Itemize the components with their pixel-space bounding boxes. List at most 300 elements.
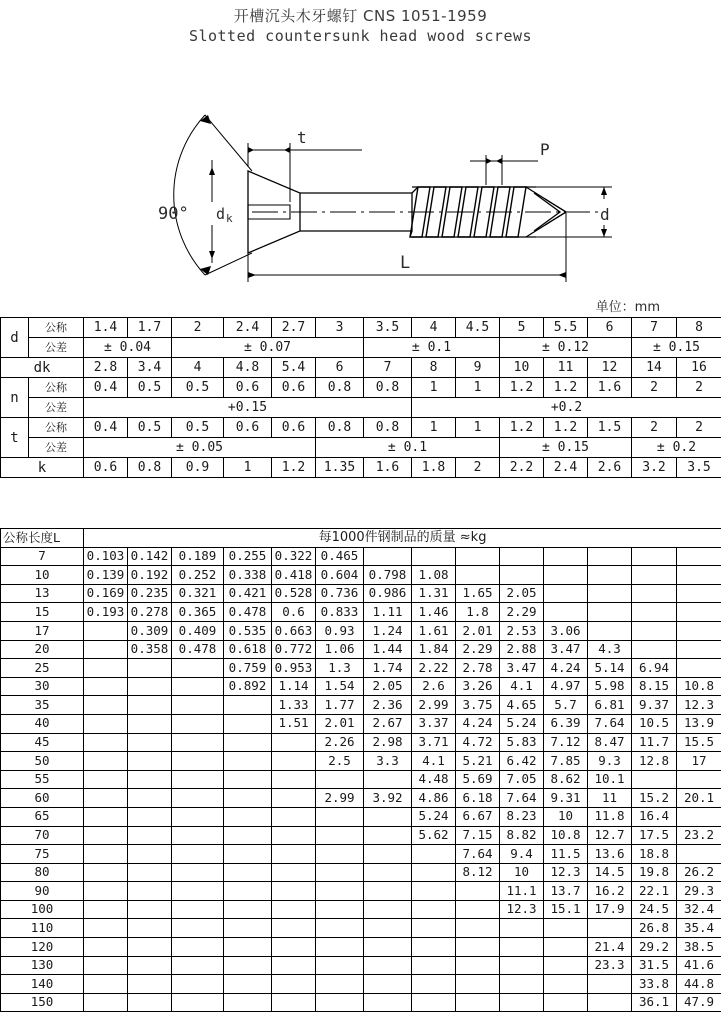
mass-cell: 8.12 bbox=[456, 863, 500, 882]
mass-cell: 12.3 bbox=[544, 863, 588, 882]
mass-cell bbox=[224, 696, 272, 715]
length-cell: 35 bbox=[1, 696, 84, 715]
mass-cell bbox=[84, 659, 128, 678]
mass-cell: 0.478 bbox=[172, 640, 224, 659]
mass-cell: 18.8 bbox=[632, 845, 677, 864]
mass-cell bbox=[632, 640, 677, 659]
mass-cell bbox=[544, 547, 588, 566]
spec-value-cell: 4.8 bbox=[224, 358, 272, 378]
mass-cell: 5.83 bbox=[500, 733, 544, 752]
mass-cell bbox=[172, 975, 224, 994]
mass-cell bbox=[412, 845, 456, 864]
mass-cell bbox=[224, 919, 272, 938]
spec-value-cell: 6 bbox=[588, 318, 632, 338]
table-row bbox=[1, 603, 721, 622]
mass-cell bbox=[272, 919, 316, 938]
mass-cell: 4.24 bbox=[544, 659, 588, 678]
spec-value-cell: 0.5 bbox=[172, 378, 224, 398]
spec-sub-label: 公称 bbox=[29, 318, 84, 338]
mass-cell bbox=[364, 919, 412, 938]
spec-tolerance-cell: ± 0.15 bbox=[500, 438, 632, 458]
length-cell: 13 bbox=[1, 584, 84, 603]
mass-cell: 5.14 bbox=[588, 659, 632, 678]
l-label: L bbox=[400, 252, 411, 273]
mass-cell: 0.528 bbox=[272, 584, 316, 603]
mass-cell bbox=[224, 807, 272, 826]
mass-cell: 15.5 bbox=[677, 733, 721, 752]
spec-value-cell: 5.5 bbox=[544, 318, 588, 338]
mass-cell bbox=[272, 807, 316, 826]
mass-cell bbox=[500, 919, 544, 938]
mass-cell: 24.5 bbox=[632, 900, 677, 919]
mass-cell: 23.3 bbox=[588, 956, 632, 975]
spec-value-cell: 8 bbox=[677, 318, 721, 338]
table-row bbox=[1, 975, 721, 994]
spec-value-cell: 2 bbox=[456, 458, 500, 478]
mass-cell: 5.69 bbox=[456, 770, 500, 789]
length-cell: 70 bbox=[1, 826, 84, 845]
mass-cell bbox=[128, 733, 172, 752]
spec-value-cell: 1.6 bbox=[588, 378, 632, 398]
mass-cell: 2.01 bbox=[456, 621, 500, 640]
mass-cell: 23.2 bbox=[677, 826, 721, 845]
mass-cell bbox=[677, 584, 721, 603]
mass-cell bbox=[677, 621, 721, 640]
mass-cell bbox=[224, 938, 272, 957]
t-label: t bbox=[297, 127, 307, 147]
spec-value-cell: 2.8 bbox=[84, 358, 128, 378]
mass-cell bbox=[456, 993, 500, 1012]
spec-value-cell: 7 bbox=[364, 358, 412, 378]
mass-cell: 0.798 bbox=[364, 566, 412, 585]
mass-cell bbox=[84, 789, 128, 808]
mass-cell: 4.72 bbox=[456, 733, 500, 752]
spec-value-cell: 2.4 bbox=[544, 458, 588, 478]
mass-cell: 2.05 bbox=[364, 677, 412, 696]
mass-cell: 5.62 bbox=[412, 826, 456, 845]
mass-cell bbox=[224, 770, 272, 789]
mass-cell bbox=[272, 770, 316, 789]
mass-cell: 29.2 bbox=[632, 938, 677, 957]
mass-cell: 2.36 bbox=[364, 696, 412, 715]
mass-cell: 1.51 bbox=[272, 714, 316, 733]
mass-cell: 5.98 bbox=[588, 677, 632, 696]
spec-tolerance-cell: +0.15 bbox=[84, 398, 412, 418]
mass-cell: 1.54 bbox=[316, 677, 364, 696]
mass-cell: 7.15 bbox=[456, 826, 500, 845]
mass-cell bbox=[588, 584, 632, 603]
spec-value-cell: 1.8 bbox=[412, 458, 456, 478]
spec-value-cell: 12 bbox=[588, 358, 632, 378]
mass-cell: 0.139 bbox=[84, 566, 128, 585]
spec-value-cell: 9 bbox=[456, 358, 500, 378]
mass-cell: 3.71 bbox=[412, 733, 456, 752]
mass-cell bbox=[128, 714, 172, 733]
mass-cell: 1.31 bbox=[412, 584, 456, 603]
spec-value-cell: 0.6 bbox=[272, 378, 316, 398]
mass-cell bbox=[84, 752, 128, 771]
mass-cell bbox=[128, 826, 172, 845]
table-row bbox=[1, 770, 721, 789]
spec-tolerance-cell: ± 0.07 bbox=[172, 338, 364, 358]
spec-value-cell: 4 bbox=[172, 358, 224, 378]
mass-cell: 10.8 bbox=[544, 826, 588, 845]
mass-cell: 1.24 bbox=[364, 621, 412, 640]
mass-cell bbox=[172, 863, 224, 882]
mass-cell: 3.47 bbox=[544, 640, 588, 659]
mass-cell: 0.833 bbox=[316, 603, 364, 622]
table-row bbox=[1, 398, 721, 418]
mass-cell: 4.1 bbox=[500, 677, 544, 696]
table-row bbox=[1, 696, 721, 715]
table-row bbox=[1, 882, 721, 901]
mass-cell bbox=[364, 863, 412, 882]
mass-cell: 3.92 bbox=[364, 789, 412, 808]
mass-cell: 7.64 bbox=[456, 845, 500, 864]
mass-cell: 1.33 bbox=[272, 696, 316, 715]
mass-cell bbox=[224, 733, 272, 752]
mass-cell bbox=[84, 621, 128, 640]
mass-cell bbox=[456, 956, 500, 975]
table-row bbox=[1, 807, 721, 826]
mass-cell bbox=[544, 938, 588, 957]
mass-cell bbox=[456, 975, 500, 994]
mass-cell: 4.48 bbox=[412, 770, 456, 789]
mass-cell: 0.93 bbox=[316, 621, 364, 640]
table-row bbox=[1, 752, 721, 771]
table-row bbox=[1, 659, 721, 678]
mass-cell bbox=[316, 807, 364, 826]
mass-cell bbox=[316, 882, 364, 901]
mass-cell bbox=[84, 975, 128, 994]
mass-cell: 12.7 bbox=[588, 826, 632, 845]
spec-value-cell: 2.2 bbox=[500, 458, 544, 478]
mass-cell: 4.65 bbox=[500, 696, 544, 715]
spec-value-cell: 2.7 bbox=[272, 318, 316, 338]
length-cell: 15 bbox=[1, 603, 84, 622]
table-row bbox=[1, 714, 721, 733]
table-row bbox=[1, 919, 721, 938]
length-cell: 7 bbox=[1, 547, 84, 566]
screw-technical-drawing bbox=[0, 47, 721, 282]
mass-cell bbox=[588, 547, 632, 566]
mass-cell: 9.37 bbox=[632, 696, 677, 715]
mass-cell: 0.169 bbox=[84, 584, 128, 603]
mass-cell: 35.4 bbox=[677, 919, 721, 938]
mass-cell bbox=[128, 789, 172, 808]
mass-cell bbox=[364, 956, 412, 975]
mass-cell bbox=[456, 882, 500, 901]
table-row bbox=[1, 566, 721, 585]
spec-row-label-k: k bbox=[1, 458, 84, 478]
mass-cell bbox=[272, 863, 316, 882]
mass-cell bbox=[128, 882, 172, 901]
mass-cell: 2.26 bbox=[316, 733, 364, 752]
mass-cell bbox=[172, 770, 224, 789]
length-cell: 120 bbox=[1, 938, 84, 957]
mass-cell: 29.3 bbox=[677, 882, 721, 901]
mass-cell: 3.37 bbox=[412, 714, 456, 733]
spec-value-cell: 4.5 bbox=[456, 318, 500, 338]
mass-cell: 10.5 bbox=[632, 714, 677, 733]
mass-cell: 0.278 bbox=[128, 603, 172, 622]
mass-cell bbox=[128, 659, 172, 678]
mass-cell bbox=[632, 603, 677, 622]
mass-cell bbox=[677, 640, 721, 659]
mass-cell bbox=[224, 900, 272, 919]
mass-cell bbox=[224, 975, 272, 994]
mass-cell: 4.3 bbox=[588, 640, 632, 659]
mass-cell: 0.365 bbox=[172, 603, 224, 622]
spec-value-cell: 0.8 bbox=[316, 378, 364, 398]
mass-cell: 10.8 bbox=[677, 677, 721, 696]
mass-cell bbox=[677, 807, 721, 826]
mass-cell: 0.193 bbox=[84, 603, 128, 622]
mass-cell bbox=[316, 938, 364, 957]
mass-cell: 36.1 bbox=[632, 993, 677, 1012]
spec-tolerance-cell: ± 0.05 bbox=[84, 438, 316, 458]
mass-cell: 0.103 bbox=[84, 547, 128, 566]
length-cell: 25 bbox=[1, 659, 84, 678]
table-row bbox=[1, 789, 721, 808]
mass-cell bbox=[84, 993, 128, 1012]
spec-value-cell: 1 bbox=[224, 458, 272, 478]
mass-cell: 7.85 bbox=[544, 752, 588, 771]
mass-cell: 6.18 bbox=[456, 789, 500, 808]
screw-diagram-svg bbox=[0, 47, 721, 282]
mass-cell: 3.06 bbox=[544, 621, 588, 640]
mass-cell bbox=[128, 677, 172, 696]
mass-cell: 9.31 bbox=[544, 789, 588, 808]
mass-cell bbox=[412, 547, 456, 566]
length-cell: 75 bbox=[1, 845, 84, 864]
mass-cell bbox=[677, 566, 721, 585]
spec-value-cell: 1.2 bbox=[500, 418, 544, 438]
spec-tolerance-cell: ± 0.2 bbox=[632, 438, 721, 458]
mass-cell bbox=[172, 733, 224, 752]
mass-cell: 38.5 bbox=[677, 938, 721, 957]
mass-cell bbox=[172, 882, 224, 901]
table-row bbox=[1, 547, 721, 566]
mass-cell bbox=[544, 584, 588, 603]
spec-value-cell: 0.9 bbox=[172, 458, 224, 478]
mass-cell: 3.47 bbox=[500, 659, 544, 678]
spec-value-cell: 3.5 bbox=[364, 318, 412, 338]
spec-row-label: d bbox=[1, 318, 29, 358]
mass-cell: 1.77 bbox=[316, 696, 364, 715]
spec-value-cell: 10 bbox=[500, 358, 544, 378]
mass-cell: 0.418 bbox=[272, 566, 316, 585]
mass-cell bbox=[128, 696, 172, 715]
length-cell: 150 bbox=[1, 993, 84, 1012]
table-row bbox=[1, 863, 721, 882]
mass-cell bbox=[316, 826, 364, 845]
spec-tolerance-cell: ± 0.04 bbox=[84, 338, 172, 358]
length-cell: 30 bbox=[1, 677, 84, 696]
mass-cell bbox=[84, 956, 128, 975]
spec-value-cell: 1 bbox=[456, 418, 500, 438]
mass-cell bbox=[632, 547, 677, 566]
spec-value-cell: 0.6 bbox=[84, 458, 128, 478]
mass-cell bbox=[364, 938, 412, 957]
table-row bbox=[1, 993, 721, 1012]
mass-cell: 4.1 bbox=[412, 752, 456, 771]
unit-note: 单位：mm bbox=[595, 300, 660, 315]
mass-cell: 4.97 bbox=[544, 677, 588, 696]
mass-cell bbox=[316, 919, 364, 938]
spec-value-cell: 2 bbox=[677, 378, 721, 398]
mass-cell: 0.252 bbox=[172, 566, 224, 585]
mass-cell: 0.736 bbox=[316, 584, 364, 603]
mass-cell bbox=[316, 770, 364, 789]
mass-cell: 10.1 bbox=[588, 770, 632, 789]
mass-cell: 4.86 bbox=[412, 789, 456, 808]
spec-tolerance-cell: ± 0.15 bbox=[632, 338, 721, 358]
mass-cell bbox=[84, 919, 128, 938]
length-cell: 130 bbox=[1, 956, 84, 975]
spec-value-cell: 0.6 bbox=[224, 418, 272, 438]
mass-cell bbox=[544, 975, 588, 994]
mass-cell bbox=[172, 752, 224, 771]
mass-cell: 13.6 bbox=[588, 845, 632, 864]
mass-cell: 15.2 bbox=[632, 789, 677, 808]
mass-cell bbox=[316, 900, 364, 919]
mass-cell bbox=[316, 863, 364, 882]
mass-cell bbox=[316, 845, 364, 864]
mass-cell: 12.3 bbox=[677, 696, 721, 715]
d-label: d bbox=[600, 204, 610, 224]
mass-cell: 1.65 bbox=[456, 584, 500, 603]
mass-cell: 0.255 bbox=[224, 547, 272, 566]
mass-cell bbox=[172, 956, 224, 975]
mass-cell bbox=[632, 621, 677, 640]
mass-cell: 3.3 bbox=[364, 752, 412, 771]
mass-cell bbox=[172, 807, 224, 826]
mass-cell bbox=[84, 640, 128, 659]
mass-cell: 8.15 bbox=[632, 677, 677, 696]
mass-cell: 0.6 bbox=[272, 603, 316, 622]
p-label: P bbox=[540, 139, 550, 159]
spec-value-cell: 5 bbox=[500, 318, 544, 338]
mass-cell: 10 bbox=[500, 863, 544, 882]
mass-cell bbox=[84, 807, 128, 826]
mass-cell bbox=[84, 826, 128, 845]
mass-cell: 16.2 bbox=[588, 882, 632, 901]
length-header: 公称长度L bbox=[1, 529, 84, 548]
mass-cell: 2.99 bbox=[412, 696, 456, 715]
mass-cell bbox=[224, 752, 272, 771]
mass-cell: 6.67 bbox=[456, 807, 500, 826]
table-row bbox=[1, 584, 721, 603]
mass-cell bbox=[128, 919, 172, 938]
mass-cell: 17.9 bbox=[588, 900, 632, 919]
spec-value-cell: 2 bbox=[677, 418, 721, 438]
mass-cell: 0.192 bbox=[128, 566, 172, 585]
table-row bbox=[1, 438, 721, 458]
mass-cell: 17 bbox=[677, 752, 721, 771]
table-row bbox=[1, 318, 721, 338]
mass-cell: 0.189 bbox=[172, 547, 224, 566]
mass-cell: 1.61 bbox=[412, 621, 456, 640]
table-row bbox=[1, 458, 721, 478]
mass-cell: 12.3 bbox=[500, 900, 544, 919]
spec-value-cell: 0.8 bbox=[364, 378, 412, 398]
spec-sub-label: 公差 bbox=[29, 398, 84, 418]
spec-value-cell: 2.6 bbox=[588, 458, 632, 478]
mass-cell: 2.67 bbox=[364, 714, 412, 733]
mass-cell bbox=[364, 770, 412, 789]
spec-value-cell: 2 bbox=[172, 318, 224, 338]
mass-cell: 2.29 bbox=[456, 640, 500, 659]
mass-cell: 11.1 bbox=[500, 882, 544, 901]
mass-cell: 9.4 bbox=[500, 845, 544, 864]
mass-cell: 6.81 bbox=[588, 696, 632, 715]
table-row bbox=[1, 956, 721, 975]
mass-cell: 2.99 bbox=[316, 789, 364, 808]
mass-cell bbox=[84, 882, 128, 901]
mass-cell bbox=[412, 863, 456, 882]
mass-cell: 0.358 bbox=[128, 640, 172, 659]
mass-header: 每1000件钢制品的质量 ≈kg bbox=[84, 529, 721, 548]
mass-cell: 33.8 bbox=[632, 975, 677, 994]
table-row bbox=[1, 378, 721, 398]
page-title bbox=[0, 0, 721, 47]
mass-cell bbox=[544, 919, 588, 938]
mass-cell bbox=[632, 770, 677, 789]
mass-cell: 1.3 bbox=[316, 659, 364, 678]
spec-value-cell: 0.5 bbox=[128, 418, 172, 438]
spec-value-cell: 1.5 bbox=[588, 418, 632, 438]
length-cell: 20 bbox=[1, 640, 84, 659]
mass-cell bbox=[588, 621, 632, 640]
mass-cell: 6.39 bbox=[544, 714, 588, 733]
mass-cell bbox=[84, 696, 128, 715]
mass-cell: 2.6 bbox=[412, 677, 456, 696]
mass-cell bbox=[224, 714, 272, 733]
length-cell: 10 bbox=[1, 566, 84, 585]
spec-value-cell: 16 bbox=[677, 358, 721, 378]
mass-cell: 0.142 bbox=[128, 547, 172, 566]
mass-cell: 2.53 bbox=[500, 621, 544, 640]
mass-cell: 0.618 bbox=[224, 640, 272, 659]
mass-cell bbox=[84, 938, 128, 957]
mass-cell: 3.75 bbox=[456, 696, 500, 715]
mass-cell bbox=[128, 863, 172, 882]
length-cell: 65 bbox=[1, 807, 84, 826]
length-cell: 90 bbox=[1, 882, 84, 901]
length-cell: 55 bbox=[1, 770, 84, 789]
mass-cell bbox=[364, 993, 412, 1012]
mass-cell bbox=[272, 752, 316, 771]
mass-cell bbox=[128, 993, 172, 1012]
mass-cell bbox=[544, 956, 588, 975]
spec-value-cell: 7 bbox=[632, 318, 677, 338]
mass-cell bbox=[316, 975, 364, 994]
spec-value-cell: 0.8 bbox=[364, 418, 412, 438]
spec-value-cell: 2 bbox=[632, 378, 677, 398]
spec-tolerance-cell: ± 0.1 bbox=[364, 338, 500, 358]
length-cell: 45 bbox=[1, 733, 84, 752]
mass-cell: 1.84 bbox=[412, 640, 456, 659]
mass-cell bbox=[224, 826, 272, 845]
mass-cell: 8.47 bbox=[588, 733, 632, 752]
mass-cell: 0.421 bbox=[224, 584, 272, 603]
mass-cell bbox=[84, 845, 128, 864]
table-row bbox=[1, 845, 721, 864]
mass-cell: 0.478 bbox=[224, 603, 272, 622]
spec-value-cell: 0.5 bbox=[128, 378, 172, 398]
mass-cell bbox=[364, 882, 412, 901]
